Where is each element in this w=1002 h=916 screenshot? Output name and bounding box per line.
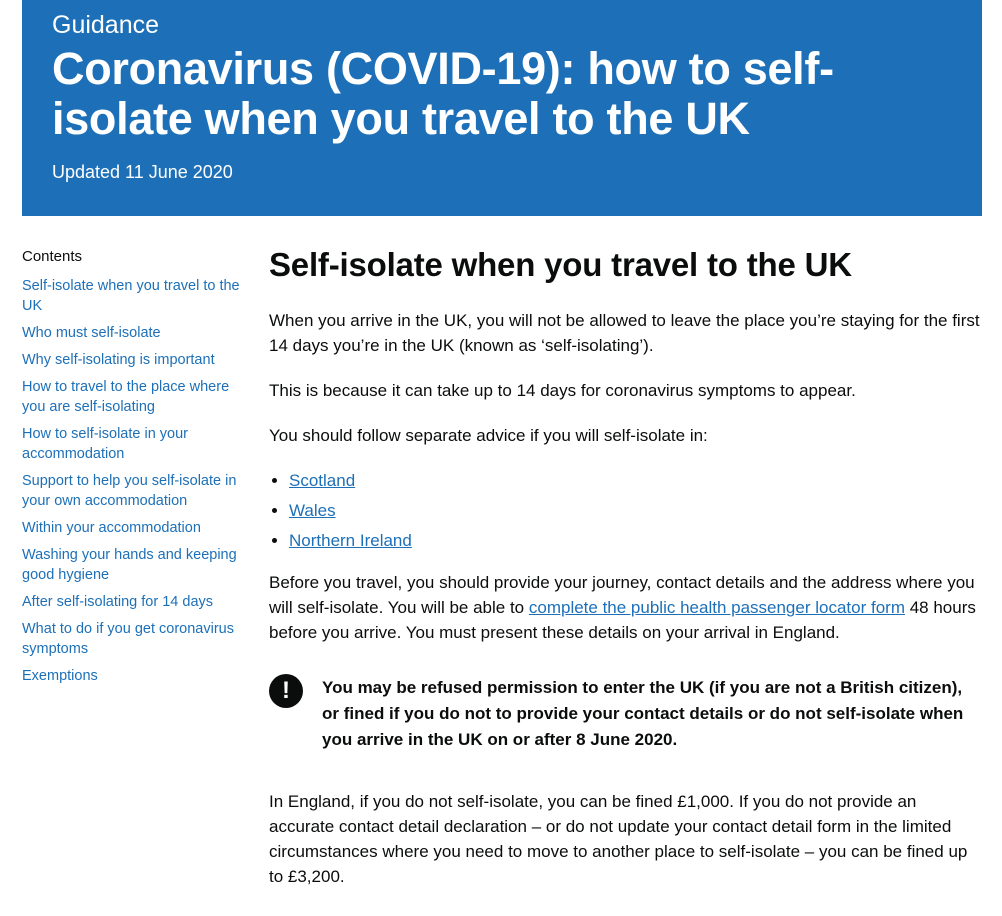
contents-list bbox=[22, 276, 244, 686]
title-banner bbox=[22, 0, 982, 216]
contents-link-how-to-travel[interactable]: How to travel to the place where you are self-isolating bbox=[22, 379, 230, 415]
list-item bbox=[289, 528, 981, 553]
list-item bbox=[289, 468, 981, 493]
updated-date: Updated 11 June 2020 bbox=[52, 162, 233, 182]
before-travel-paragraph bbox=[269, 570, 981, 645]
fines-paragraph: In England, if you do not self-isolate, you can be fined £1,000. If you do not provide an accurate contact detail declaration – or do not update your contact detail form in the limited circumstances where you need to move to another place to self-isolate – you can be fined up to £3,200. bbox=[269, 792, 968, 886]
passenger-locator-form-link[interactable]: complete the public health passenger locator form bbox=[528, 598, 905, 617]
contents-link-washing-hands[interactable]: Washing your hands and keeping good hygiene bbox=[22, 547, 237, 583]
contents-item bbox=[22, 471, 244, 511]
northern-ireland-link[interactable]: Northern Ireland bbox=[289, 531, 412, 550]
separate-advice-paragraph: You should follow separate advice if you will self-isolate in: bbox=[269, 426, 708, 445]
contents-link-self-isolate-travel[interactable]: Self-isolate when you travel to the UK bbox=[22, 278, 240, 314]
symptoms-paragraph: This is because it can take up to 14 days for coronavirus symptoms to appear. bbox=[269, 381, 856, 400]
contents-link-within-accommodation[interactable]: Within your accommodation bbox=[22, 520, 201, 536]
contents-item bbox=[22, 276, 244, 316]
page-title: Coronavirus (COVID-19): how to self-isolate when you travel to the UK bbox=[52, 43, 834, 144]
section-heading: Self-isolate when you travel to the UK bbox=[269, 246, 852, 283]
contents-link-after-14-days[interactable]: After self-isolating for 14 days bbox=[22, 594, 214, 610]
document-type-label: Guidance bbox=[52, 11, 160, 39]
contents-item bbox=[22, 377, 244, 417]
contents-item bbox=[22, 323, 244, 343]
contents-item bbox=[22, 619, 244, 659]
list-item bbox=[289, 498, 981, 523]
contents-nav bbox=[22, 246, 244, 693]
before-travel-text-end: 48 hours before you arrive. You must present these details on your arrival in England. bbox=[269, 598, 976, 642]
contents-heading: Contents bbox=[22, 248, 83, 265]
contents-item bbox=[22, 592, 244, 612]
scotland-link[interactable]: Scotland bbox=[289, 471, 356, 490]
nations-list bbox=[269, 468, 981, 553]
contents-item bbox=[22, 666, 244, 686]
wales-link[interactable]: Wales bbox=[289, 501, 336, 520]
contents-item bbox=[22, 424, 244, 464]
intro-paragraph: When you arrive in the UK, you will not be allowed to leave the place you’re staying for the first 14 days you’re in the UK (known as ‘self-isolating’). bbox=[269, 311, 980, 355]
exclamation-icon: ! bbox=[269, 674, 303, 708]
contents-link-symptoms[interactable]: What to do if you get coronavirus symptoms bbox=[22, 621, 234, 657]
contents-link-who-must-self-isolate[interactable]: Who must self-isolate bbox=[22, 325, 161, 341]
warning-text: You may be refused permission to enter the UK (if you are not a British citizen), or fined if you do not to provide your contact details or do not self-isolate when you arrive in the UK on or after 8 June 2020. bbox=[322, 678, 964, 749]
contents-link-why-important[interactable]: Why self-isolating is important bbox=[22, 352, 215, 368]
main-content bbox=[269, 240, 981, 909]
contents-item bbox=[22, 350, 244, 370]
contents-link-exemptions[interactable]: Exemptions bbox=[22, 668, 98, 684]
warning-callout bbox=[269, 675, 981, 753]
before-travel-text: Before you travel, you should provide your journey, contact details and the address where you will self-isolate. You will be able to bbox=[269, 573, 975, 617]
contents-link-support[interactable]: Support to help you self-isolate in your own accommodation bbox=[22, 473, 237, 509]
contents-link-how-to-self-isolate[interactable]: How to self-isolate in your accommodation bbox=[22, 426, 189, 462]
contents-item bbox=[22, 545, 244, 585]
contents-item bbox=[22, 518, 244, 538]
